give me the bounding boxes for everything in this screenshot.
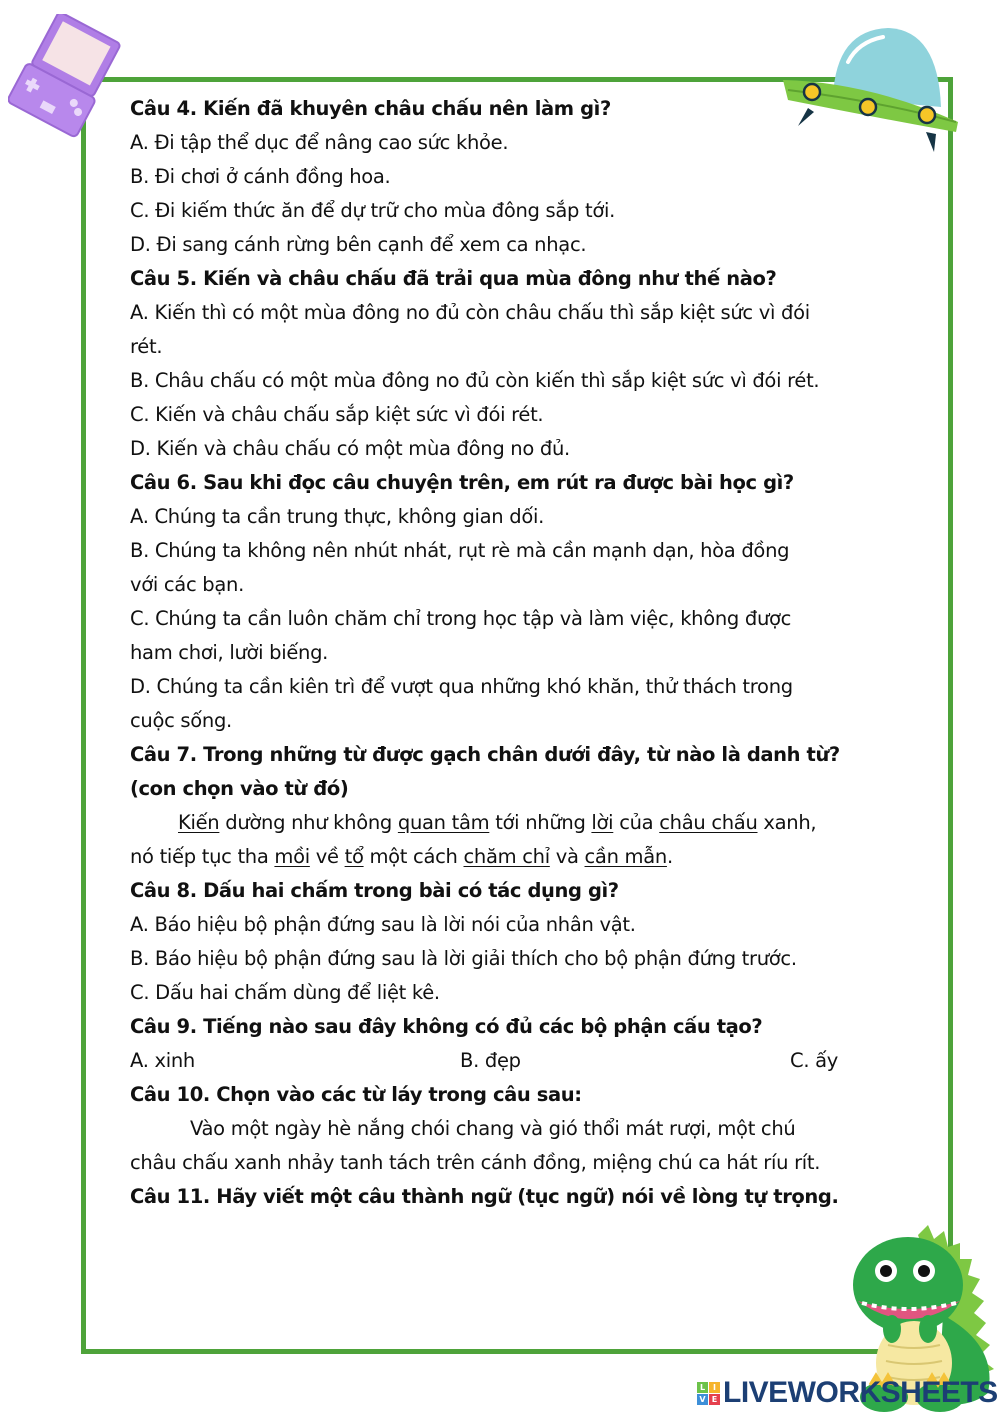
question-10-title: Câu 10. Chọn vào các từ láy trong câu sau: <box>130 1083 582 1106</box>
badge-letter: L <box>697 1382 708 1393</box>
word-chau-chau[interactable]: châu chấu <box>659 811 758 834</box>
question-8-option-a[interactable]: A. Báo hiệu bộ phận đứng sau là lời nói của nhân vật. <box>130 913 636 936</box>
question-11-title: Câu 11. Hãy viết một câu thành ngữ (tục ngữ) nói về lòng tự trọng. <box>130 1185 839 1208</box>
question-6-option-a[interactable]: A. Chúng ta cần trung thực, không gian dối. <box>130 505 544 528</box>
question-8-title: Câu 8. Dấu hai chấm trong bài có tác dụng gì? <box>130 879 619 902</box>
question-6-option-d-cont[interactable]: cuộc sống. <box>130 709 232 732</box>
question-9-option-b[interactable]: B. đẹp <box>460 1049 521 1072</box>
passage-text: . <box>666 845 673 868</box>
word-loi[interactable]: lời <box>591 811 614 834</box>
question-4-option-a[interactable]: A. Đi tập thể dục để nâng cao sức khỏe. <box>130 131 509 154</box>
question-5-option-a[interactable]: A. Kiến thì có một mùa đông no đủ còn châu chấu thì sắp kiệt sức vì đói <box>130 301 810 324</box>
question-5-option-d[interactable]: D. Kiến và châu chấu có một mùa đông no đủ. <box>130 437 570 460</box>
question-8-option-c[interactable]: C. Dấu hai chấm dùng để liệt kê. <box>130 981 440 1004</box>
question-6-option-c-cont[interactable]: ham chơi, lười biếng. <box>130 641 329 664</box>
word-moi[interactable]: mồi <box>274 845 310 868</box>
question-8-option-b[interactable]: B. Báo hiệu bộ phận đứng sau là lời giải thích cho bộ phận đứng trước. <box>130 947 797 970</box>
passage-text: về <box>309 845 345 868</box>
question-4-option-b[interactable]: B. Đi chơi ở cánh đồng hoa. <box>130 165 391 188</box>
badge-letter: I <box>709 1382 720 1393</box>
word-kien[interactable]: Kiến <box>178 811 220 834</box>
question-5-option-b[interactable]: B. Châu chấu có một mùa đông no đủ còn kiến thì sắp kiệt sức vì đói rét. <box>130 369 820 392</box>
question-6-option-b-cont[interactable]: với các bạn. <box>130 573 244 596</box>
question-5-option-c[interactable]: C. Kiến và châu chấu sắp kiệt sức vì đói rét. <box>130 403 544 426</box>
word-to[interactable]: tổ <box>344 845 364 868</box>
question-5-option-a-cont[interactable]: rét. <box>130 335 163 358</box>
question-9-options <box>130 1044 940 1078</box>
question-6-option-c[interactable]: C. Chúng ta cần luôn chăm chỉ trong học tập và làm việc, không được <box>130 607 792 630</box>
badge-letter: V <box>697 1394 708 1405</box>
question-10-passage-line-2[interactable]: châu chấu xanh nhảy tanh tách trên cánh đồng, miệng chú ca hát ríu rít. <box>130 1151 821 1174</box>
question-7-instruction: (con chọn vào từ đó) <box>130 777 349 800</box>
passage-text: tới những <box>489 811 592 834</box>
live-badge-icon <box>697 1382 720 1405</box>
liveworksheets-logo <box>697 1376 998 1410</box>
word-cham-chi[interactable]: chăm chỉ <box>463 845 550 868</box>
question-4-option-d[interactable]: D. Đi sang cánh rừng bên cạnh để xem ca nhạc. <box>130 233 587 256</box>
liveworksheets-wordmark: LIVEWORKSHEETS <box>723 1376 998 1409</box>
question-7-title: Câu 7. Trong những từ được gạch chân dưới đây, từ nào là danh từ? <box>130 743 840 766</box>
word-can-man[interactable]: cần mẫn <box>584 845 667 868</box>
passage-text: xanh, <box>757 811 817 834</box>
question-6-option-d[interactable]: D. Chúng ta cần kiên trì để vượt qua những khó khăn, thử thách trong <box>130 675 793 698</box>
passage-text: và <box>549 845 585 868</box>
question-4-title: Câu 4. Kiến đã khuyên châu chấu nên làm gì? <box>130 97 611 120</box>
badge-letter: E <box>709 1394 720 1405</box>
passage-text: của <box>613 811 660 834</box>
question-9-option-a[interactable]: A. xinh <box>130 1049 195 1072</box>
passage-text: một cách <box>363 845 464 868</box>
question-7-passage-line-2 <box>130 840 940 874</box>
passage-text: nó tiếp tục tha <box>130 845 275 868</box>
game-console-icon <box>8 14 133 139</box>
question-6-option-b[interactable]: B. Chúng ta không nên nhút nhát, rụt rè mà cần mạnh dạn, hòa đồng <box>130 539 790 562</box>
question-9-option-c[interactable]: C. ấy <box>790 1049 839 1072</box>
question-9-title: Câu 9. Tiếng nào sau đây không có đủ các bộ phận cấu tạo? <box>130 1015 763 1038</box>
question-5-title: Câu 5. Kiến và châu chấu đã trải qua mùa đông như thế nào? <box>130 267 777 290</box>
question-10-passage-line-1[interactable]: Vào một ngày hè nắng chói chang và gió thổi mát rượi, một chú <box>190 1117 796 1140</box>
question-7-passage-line-1 <box>130 806 940 840</box>
worksheet-content <box>130 92 940 1214</box>
word-quan-tam[interactable]: quan tâm <box>397 811 490 834</box>
passage-text: dường như không <box>219 811 398 834</box>
question-4-option-c[interactable]: C. Đi kiếm thức ăn để dự trữ cho mùa đông sắp tới. <box>130 199 615 222</box>
question-6-title: Câu 6. Sau khi đọc câu chuyện trên, em rút ra được bài học gì? <box>130 471 794 494</box>
